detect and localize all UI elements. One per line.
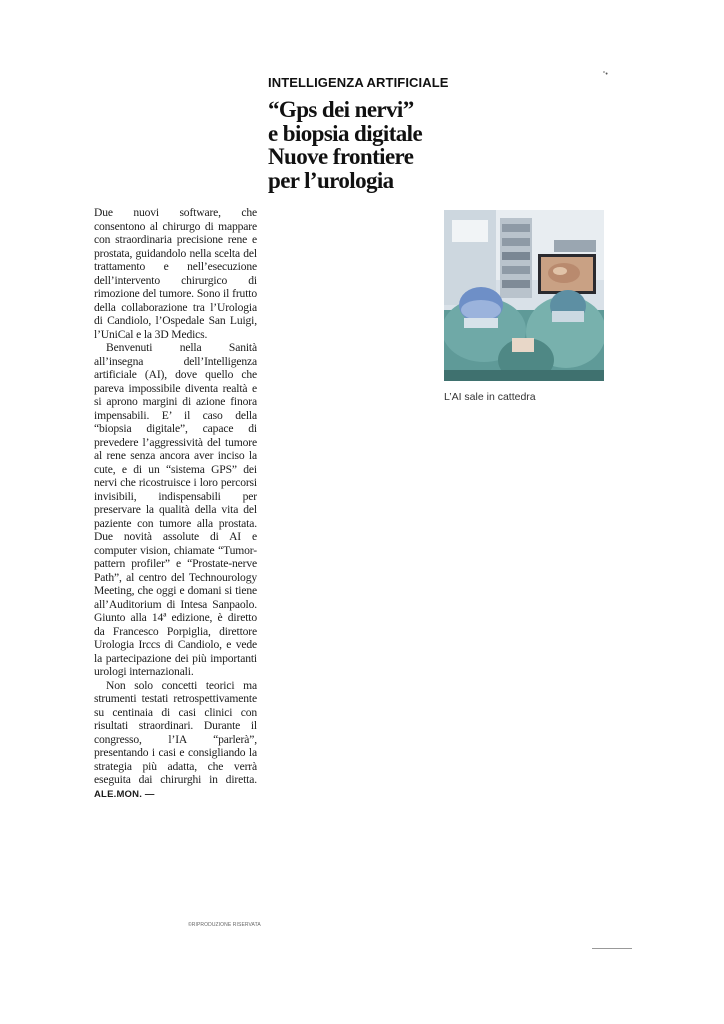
section-kicker: INTELLIGENZA ARTIFICIALE [268, 75, 449, 90]
headline [268, 98, 468, 192]
copyright-notice: ©RIPRODUZIONE RISERVATA [188, 922, 261, 928]
article-paragraph: Benvenuti nella Sanità all’insegna dell’Intelligenza artificiale (AI), dove quello che pareva impossibile diventa realtà e si aprono margini di azione finora impensabili. E’ il caso della “biopsia digitale”, capace di prevedere l’aggressività del tumore al rene senza ancora aver inciso la cute, e di un “sistema GPS” dei nervi che ricostruisce i loro percorsi invisibili, indispensabili per preservare la qualità della vita del paziente con tumore alla prostata. Due novità assolute di AI e computer vision, chiamate “Tumor-pattern profiler” e “Prostate-nerve Path”, al centro del Technourology Meeting, che oggi e domani si tiene all’Auditorium di Intesa Sanpaolo. Giunto alla 14ª edizione, è diretto da Francesco Porpiglia, direttore Urologia Irccs di Candiolo, e vede la partecipazione dei più importanti urologi internazionali. [94, 341, 257, 678]
article-paragraph: Due nuovi software, che consentono al chirurgo di mappare con straordinaria precisione rene e prostata, guidandolo nella scelta del trattamento e nell’esecuzione dell’intervento chirurgico di rimozione del tumore. Sono il frutto della collaborazione tra l’Urologia di Candiolo, l’Ospedale San Luigi, l’UniCal e la 3D Medics. [94, 206, 257, 341]
article-paragraph-text: Non solo concetti teorici ma strumenti testati retrospettivamente su centinaia di casi clinici con risultati straordinari. Durante il congresso, l’IA “parlerà”, presentando i casi e consigliando la strategia più adatta, che verrà eseguita dai chirurghi in diretta. [94, 678, 257, 786]
surgery-photo [444, 210, 604, 381]
footer-rule [592, 948, 632, 949]
photo-caption: L’AI sale in cattedra [444, 391, 536, 403]
article-paragraph [94, 679, 257, 802]
byline: ALE.MON. — [94, 788, 155, 800]
headline-line: “Gps dei nervi” [268, 97, 414, 122]
article-body [94, 206, 257, 801]
headline-line: Nuove frontiere [268, 144, 414, 169]
headline-line: per l’urologia [268, 167, 394, 193]
headline-line: e biopsia digitale [268, 120, 423, 146]
page-corner-mark: “• [603, 71, 608, 78]
